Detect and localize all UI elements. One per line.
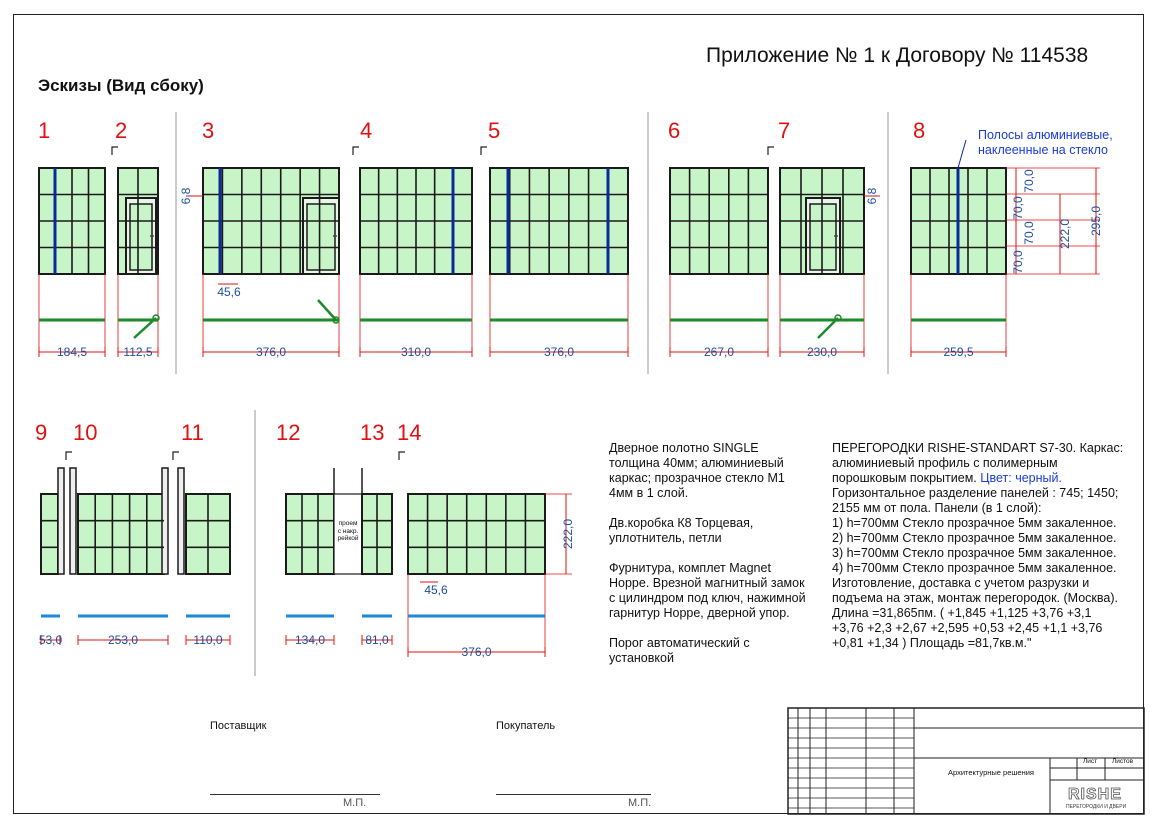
supplier-mp: М.П.	[343, 797, 367, 809]
partition-color: Цвет: черный.	[980, 471, 1062, 485]
buyer-signature-line	[496, 794, 651, 795]
height-label-222: 222,0	[1058, 218, 1072, 250]
sketch-number-10: 10	[73, 420, 98, 445]
buyer-label: Покупатель	[496, 720, 556, 732]
gap-left-label: 6,8	[179, 187, 193, 205]
post	[178, 468, 184, 574]
buyer-mp: М.П.	[628, 797, 652, 809]
partition-description-main: ПЕРЕГОРОДКИ RISHE-STANDART S7-30. Каркас: алюминиевый профиль с полимерным порошковым покрытием.	[832, 441, 1124, 485]
sketch-3-door-leaf	[307, 204, 335, 270]
sketch-number-1: 1	[38, 118, 51, 143]
dim-1-label: 184,5	[56, 345, 88, 359]
sketch-number-4: 4	[360, 118, 373, 143]
sketch-number-12: 12	[276, 420, 301, 445]
sketch-number-6: 6	[668, 118, 681, 143]
door-offset-label: 45,6	[217, 285, 241, 299]
sketch-number-11: 11	[181, 420, 204, 445]
sketch-11-mark	[173, 452, 179, 460]
sketch-12-glass	[286, 494, 334, 574]
partition-description-details: Горизонтальное разделение панелей : 745; 1450; 2155 мм от пола. Панели (в 1 слой): 1) h=700мм Стекло прозрачное 5мм закаленное. 2) h=700мм Стекло прозрачное 5мм закаленное. 3) h=700мм Стекло прозрачное 5мм закаленное. 4) h=700мм Стекло прозрачное 5мм закаленное. Изготовление, доставка с учетом разрузки и подъема на этаж, монтаж перегородок. (Москва). Длина =31,865пм. ( +1,845 +1,125 +3,76 +3,1 +3,76 +2,3 +2,67 +2,595 +0,53 +2,45 +1,1 +3,76 +0,81 +1,34 ) Площадь =81,7кв.м."	[832, 486, 1119, 650]
dim-11-label: 110,0	[193, 633, 223, 647]
stripes-note: Полосы алюминиевые, наклеенные на стекло	[978, 128, 1113, 157]
sketch-9-glass	[41, 494, 58, 574]
sketch-number-5: 5	[488, 118, 501, 143]
height-label-70: 70,0	[1011, 250, 1025, 274]
stripes-leader	[958, 140, 966, 168]
dim-4-label: 310,0	[400, 345, 432, 359]
sketch-number-3: 3	[202, 118, 215, 143]
sketch-number-7: 7	[778, 118, 791, 143]
gap-right-label: 6,8	[865, 187, 879, 205]
dim-7-label: 230,0	[806, 345, 838, 359]
sketch-4-mark	[353, 147, 359, 155]
sketch-2-mark	[112, 147, 118, 155]
height-label-70: 70,0	[1022, 169, 1036, 193]
dim-5-label: 376,0	[543, 345, 575, 359]
sketch-number-2: 2	[115, 118, 128, 143]
sketch-number-8: 8	[913, 118, 926, 143]
sketch-3-door-swing	[318, 300, 336, 320]
post	[70, 468, 76, 574]
partition-description	[832, 441, 1142, 651]
door-offset-label-2: 45,6	[424, 583, 448, 597]
height-label-70: 70,0	[1022, 221, 1036, 245]
dim-9-label: 53,0	[38, 633, 63, 647]
dim-3-label: 376,0	[255, 345, 287, 359]
sketch-10-glass	[78, 494, 164, 574]
opening-note: проем с накр. рейкой	[337, 520, 359, 542]
supplier-label: Поставщик	[210, 720, 267, 732]
dim-14-label: 376,0	[461, 645, 492, 659]
sketch-7-door-leaf	[810, 204, 836, 270]
stamp-sheets: Листов	[1112, 758, 1134, 765]
sketch-5-mark	[481, 147, 487, 155]
post	[58, 468, 64, 574]
stamp-sheet: Лист	[1083, 758, 1098, 765]
sketch-10-mark	[66, 452, 72, 460]
sketch-number-13: 13	[360, 420, 385, 445]
rishe-logo-subtitle: ПЕРЕГОРОДКИ И ДВЕРИ	[1066, 804, 1127, 810]
dim-2-label: 112,5	[123, 345, 153, 359]
sketch-number-14: 14	[397, 420, 422, 445]
door-description: Дверное полотно SINGLE толщина 40мм; алюминиевый каркас; прозрачное стекло М1 4мм в 1 слой. Дв.коробка К8 Торцевая, уплотнитель, петли Фурнитура, комплет Magnet Hoppe. Врезной магнитный замок с цилиндром под ключ, нажимной гарнитур Hoppe, дверной упор. Порог автоматический с установкой	[609, 441, 806, 665]
height-label-70: 70,0	[1011, 196, 1025, 220]
sketch-14-glass	[408, 494, 545, 574]
page-title: Приложение № 1 к Договору № 114538	[706, 44, 1089, 67]
height-label-222-b: 222,0	[561, 518, 575, 550]
dim-10-label: 253,0	[107, 633, 139, 647]
dim-13-label: 81,0	[365, 633, 389, 647]
dim-6-label: 267,0	[703, 345, 735, 359]
page-subtitle: Эскизы (Вид сбоку)	[38, 76, 204, 95]
height-label-295: 295,0	[1089, 205, 1103, 237]
sketch-14-mark	[399, 452, 405, 460]
sketch-7-mark	[768, 147, 774, 155]
dim-12-label: 134,0	[294, 633, 326, 647]
rishe-logo: RISHE	[1068, 786, 1122, 803]
supplier-signature-line	[210, 794, 380, 795]
sketch-2-door-leaf	[130, 204, 152, 270]
dim-8-label: 259,5	[943, 345, 974, 359]
sketch-number-9: 9	[35, 420, 48, 445]
stamp-project-name: Архитектурные решения	[948, 768, 1034, 777]
